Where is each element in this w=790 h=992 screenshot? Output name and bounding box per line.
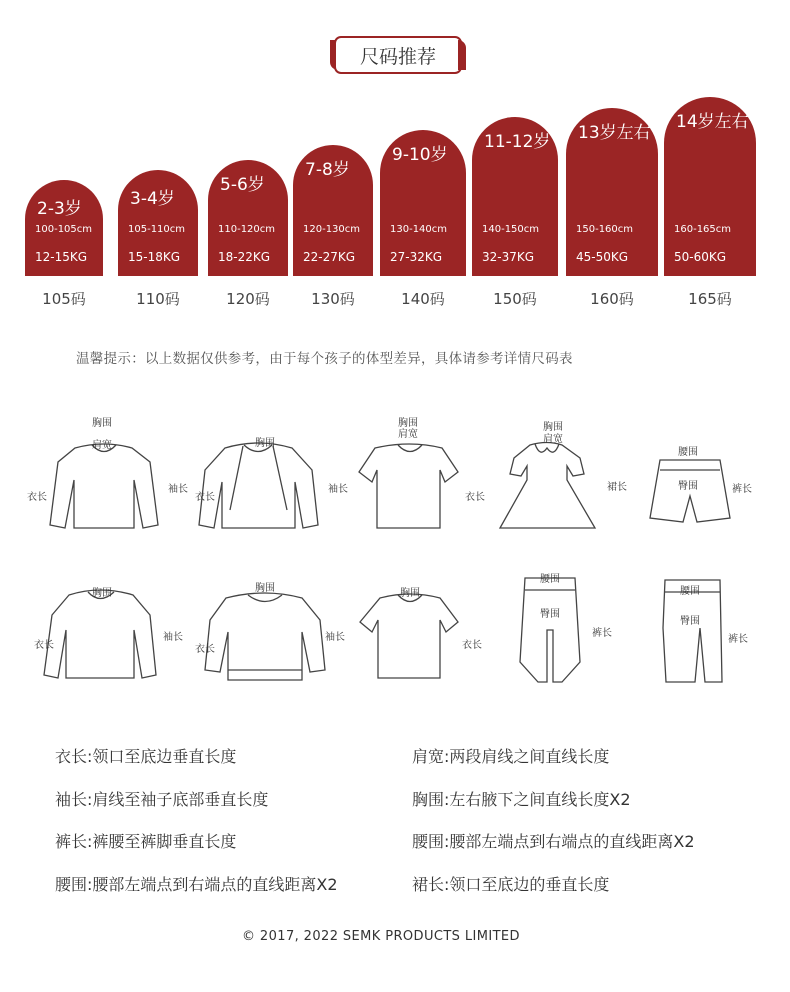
size-height: 140-150cm (482, 224, 540, 235)
title-text: 尺码推荐 (334, 36, 462, 74)
size-bar (664, 97, 756, 276)
size-age: 7-8岁 (305, 160, 350, 180)
label-chest-3: 胸围 (398, 418, 418, 429)
label-hip-2: 臀围 (540, 609, 560, 620)
size-height: 130-140cm (390, 224, 448, 235)
size-code: 110码 (136, 290, 180, 308)
size-column (566, 108, 658, 276)
size-code: 165码 (688, 290, 732, 308)
dress-collar (535, 444, 559, 452)
sweater-2-raglan (230, 446, 287, 510)
size-height: 160-165cm (674, 224, 732, 235)
label-sleeve-1: 袖长 (168, 484, 188, 495)
label-pants-2: 裤长 (592, 628, 612, 639)
label-waist-2: 腰围 (540, 574, 560, 585)
title-cap-right (458, 40, 466, 70)
sweater-4-outline (205, 593, 325, 680)
size-weight: 50-60KG (674, 250, 727, 264)
size-bar (293, 145, 373, 276)
label-chest-2: 胸围 (255, 438, 275, 449)
tip-text: 温馨提示：以上数据仅供参考，由于每个孩子的体型差异，具体请参考详情尺码表 (76, 351, 573, 367)
size-column (380, 130, 466, 276)
def-right-2: 胸围:左右腋下之间直线长度X2 (412, 790, 631, 809)
tshirt-1-collar (398, 445, 422, 452)
size-code: 160码 (590, 290, 634, 308)
sweater-2-outline (199, 443, 318, 528)
label-length-7: 衣长 (462, 640, 482, 651)
size-code: 105码 (42, 290, 86, 308)
def-left-1: 衣长:领口至底边垂直长度 (55, 747, 237, 766)
label-length-3: 衣长 (465, 492, 485, 503)
label-sleeve-2: 袖长 (328, 484, 348, 495)
label-hip-3: 臀围 (680, 616, 700, 627)
garment-diagrams (0, 400, 790, 700)
sweater-1-outline (50, 444, 158, 528)
sweater-3-outline (44, 590, 156, 678)
size-column (118, 170, 198, 276)
def-left-3: 裤长:裤腰至裤脚垂直长度 (55, 832, 237, 851)
size-recommend-title (330, 36, 466, 74)
size-age: 3-4岁 (130, 189, 175, 209)
size-age: 9-10岁 (392, 145, 448, 165)
def-right-1: 肩宽:两段肩线之间直线长度 (412, 747, 610, 766)
label-length-5: 衣长 (34, 640, 54, 651)
size-age: 2-3岁 (37, 199, 82, 219)
pants-1-outline (520, 578, 580, 682)
size-age: 11-12岁 (484, 132, 551, 152)
size-bar (208, 160, 288, 276)
size-code: 150码 (493, 290, 537, 308)
label-chest-1: 胸围 (92, 418, 112, 429)
size-bar (118, 170, 198, 276)
copyright-footer: © 2017, 2022 SEMK PRODUCTS LIMITED (242, 929, 520, 944)
size-code: 130码 (311, 290, 355, 308)
garment-lines (44, 443, 730, 683)
size-bar (472, 117, 558, 276)
size-bar (380, 130, 466, 276)
label-shoulder-1: 肩宽 (92, 440, 112, 451)
label-length-6: 衣长 (195, 644, 215, 655)
size-weight: 45-50KG (576, 250, 629, 264)
size-age: 14岁左右 (676, 112, 749, 132)
size-height: 120-130cm (303, 224, 361, 235)
label-pants-1: 裤长 (732, 484, 752, 495)
size-height: 110-120cm (218, 224, 276, 235)
size-weight: 15-18KG (128, 250, 181, 264)
def-left-2: 袖长:肩线至袖子底部垂直长度 (55, 790, 269, 809)
label-length-2: 衣长 (195, 492, 215, 503)
size-weight: 18-22KG (218, 250, 271, 264)
size-height: 150-160cm (576, 224, 634, 235)
label-shoulder-4: 肩宽 (543, 434, 563, 445)
dress-outline (500, 443, 595, 529)
size-code: 120码 (226, 290, 270, 308)
label-waist-3: 腰围 (680, 586, 700, 597)
label-shoulder-3: 肩宽 (398, 429, 418, 440)
label-chest-5: 胸围 (92, 588, 112, 599)
sweater-4-collar (248, 595, 282, 602)
size-bar (25, 180, 103, 276)
label-sleeve-6: 袖长 (325, 632, 345, 643)
size-column (208, 160, 288, 276)
size-age: 13岁左右 (578, 123, 651, 143)
size-column (472, 117, 558, 276)
size-weight: 12-15KG (35, 250, 88, 264)
size-height: 100-105cm (35, 224, 93, 235)
size-code: 140码 (401, 290, 445, 308)
label-sleeve-5: 袖长 (163, 632, 183, 643)
label-chest-7: 胸围 (400, 588, 420, 599)
size-bar (566, 108, 658, 276)
size-column (25, 180, 103, 276)
label-chest-4: 胸围 (543, 422, 563, 433)
def-left-4: 腰围:腰部左端点到右端点的直线距离X2 (55, 875, 338, 894)
size-column (664, 97, 756, 276)
size-height: 105-110cm (128, 224, 186, 235)
label-skirt: 裙长 (607, 482, 627, 493)
label-pants-3: 裤长 (728, 634, 748, 645)
tshirt-2-outline (360, 594, 458, 678)
size-weight: 27-32KG (390, 250, 443, 264)
def-right-3: 腰围:腰部左端点到右端点的直线距离X2 (412, 832, 695, 851)
size-column (293, 145, 373, 276)
size-age: 5-6岁 (220, 175, 265, 195)
label-chest-6: 胸围 (255, 583, 275, 594)
label-length-1: 衣长 (27, 492, 47, 503)
size-weight: 32-37KG (482, 250, 535, 264)
def-right-4: 裙长:领口至底边的垂直长度 (412, 875, 610, 894)
label-waist-1: 腰围 (678, 447, 698, 458)
size-weight: 22-27KG (303, 250, 356, 264)
tshirt-1-outline (359, 444, 458, 528)
label-hip-1: 臀围 (678, 481, 698, 492)
